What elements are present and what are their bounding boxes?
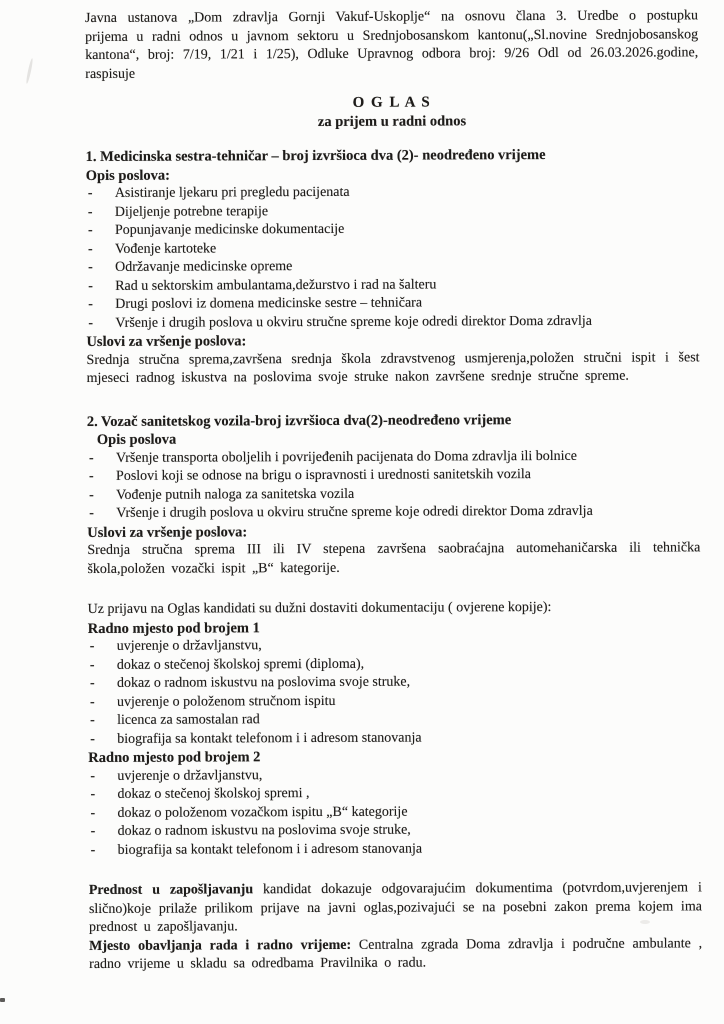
closing-section xyxy=(89,879,702,974)
document-content xyxy=(85,7,702,974)
dash-bullet: - xyxy=(88,241,93,257)
section-1-uslovi-text: Srednja stručna sprema,završena srednja škola zdravstvenog usmjerenja,položen stručni ispit i šest mjeseci radnog iskustva na poslovima svoje struke nakon završene srednje stručne spreme. xyxy=(86,349,700,386)
prednost-lead: Prednost u zapošljavanju xyxy=(88,882,254,898)
dash-bullet: - xyxy=(87,185,93,201)
section-2-heading: 2. Vozač sanitetskog vozila-broj izvršioca dva(2)-neodređeno vrijeme xyxy=(86,411,512,430)
section-1 xyxy=(86,145,700,388)
dash-bullet: - xyxy=(90,805,96,821)
list-item-text: Popunjavanje medicinske dokumentacije xyxy=(114,221,345,238)
section-2-uslovi-label: Uslovi za vršenje poslova: xyxy=(87,523,248,541)
list-item-text: Vršenje i drugih poslova u okviru stručne spreme koje odredi direktor Doma zdravlja xyxy=(115,313,592,331)
list-item-text: Održavanje medicinske opreme xyxy=(115,259,293,275)
dash-bullet: - xyxy=(90,731,95,747)
document-subtitle: za prijem u radni odnos xyxy=(317,113,467,130)
dash-bullet: - xyxy=(90,786,96,802)
list-item-text: dokaz o radnom iskustvu na poslovima svoje struke, xyxy=(116,674,411,691)
list-item-text: Vođenje putnih naloga za sanitetska vozila xyxy=(116,486,355,503)
dash-bullet: - xyxy=(88,259,93,275)
list-item-text: Vođenje kartoteke xyxy=(115,240,217,257)
list-item-text: dokaz o radnom iskustvu na poslovima svoje struke, xyxy=(117,822,411,839)
list-item-text: uvjerenje o položenom stručnom ispitu xyxy=(116,693,336,710)
section-1-uslovi-label: Uslovi za vršenje poslova: xyxy=(86,333,247,350)
mjesto-paragraph xyxy=(89,935,702,975)
list-item-text: uvjerenje o državljanstvu, xyxy=(116,638,262,654)
dash-bullet: - xyxy=(89,675,95,691)
list-item-text: Drugi poslovi iz domena medicinske sestre – tehničara xyxy=(115,295,423,312)
document-title: O G L A S xyxy=(352,94,432,111)
intro-paragraph: Javna ustanova „Dom zdravlja Gornji Vakuf-Uskoplje“ na osnovu člana 3. Uredbe o postupku prijema u radni odnos u javnom sektoru u Srednjobosanskom kantonu(„Sl.novine Srednjobosanskog kantona“, broj: 7/19, 1/21 i 1/25), Odluke Upravnog odbora broj: 9/26 Odl od 26.03.2026.godine, raspisuje xyxy=(85,8,699,82)
dash-bullet: - xyxy=(89,694,95,710)
list-item-text: Vršenje transporta oboljelih i povrijeđenih pacijenata do Doma zdravlja ili bolnice xyxy=(115,448,577,466)
scan-artifact xyxy=(25,58,33,84)
section-1-opis-label: Opis poslova: xyxy=(85,167,170,184)
mjesto-lead: Mjesto obavljanja rada i radno vrijeme: xyxy=(89,937,352,954)
dash-bullet: - xyxy=(90,842,96,858)
list-item-text: biografija sa kontakt telefonom i i adresom stanovanja xyxy=(117,730,422,747)
list-item-text: Asistiranje ljekaru pri pregledu pacijenata xyxy=(114,184,350,201)
dash-bullet: - xyxy=(90,712,95,728)
dash-bullet: - xyxy=(88,278,93,294)
dash-bullet: - xyxy=(87,204,93,220)
dash-bullet: - xyxy=(89,505,94,521)
title-block xyxy=(85,92,698,132)
list-item-text: uvjerenje o državljanstvu, xyxy=(117,767,263,784)
dash-bullet: - xyxy=(89,487,94,503)
dash-bullet: - xyxy=(88,315,94,331)
list-item-text: dokaz o položenom vozačkom ispitu „B“ kategorije xyxy=(117,804,408,821)
dash-bullet: - xyxy=(89,657,95,673)
prednost-text: kandidat dokazuje odgovarajućim dokumentima (potvrdom,uvjerenjem i slično)koje prilaže prilikom prijave na javni oglas,pozivajući se na posebni zakon prema kojem ima prednost u zapošljavanju. xyxy=(88,880,702,935)
documents-intro: Uz prijavu na Oglas kandidati su dužni dostaviti dokumentaciju ( ovjerene kopije): xyxy=(87,599,552,617)
dash-bullet: - xyxy=(89,468,94,484)
scan-artifact xyxy=(0,998,5,1002)
section-2-duties-list xyxy=(87,447,700,524)
job-2-docs-list xyxy=(88,765,701,860)
dash-bullet: - xyxy=(88,296,93,312)
dash-bullet: - xyxy=(90,768,96,784)
section-2-opis-label: Opis poslova xyxy=(96,431,177,448)
dash-bullet: - xyxy=(87,222,93,238)
list-item-text: licenca za samostalan rad xyxy=(117,712,260,728)
dash-bullet: - xyxy=(88,450,94,466)
list-item-text: dokaz o stečenoj školskoj spremi (diploma), xyxy=(116,656,365,673)
section-1-duties-list xyxy=(86,182,700,333)
job-1-docs-label: Radno mjesto pod brojem 1 xyxy=(87,619,260,637)
list-item-text: Poslovi koji se odnose na brigu o ispravnosti i urednosti sanitetskih vozila xyxy=(116,467,531,484)
section-2 xyxy=(87,410,701,579)
list-item-text: Dijeljenje potrebne terapije xyxy=(114,203,269,220)
list-item xyxy=(89,839,702,860)
list-item-text: dokaz o stečenoj školskoj spremi , xyxy=(117,786,310,802)
list-item-text: biografija sa kontakt telefonom i i adresom stanovanja xyxy=(117,841,423,858)
job-2-docs-label: Radno mjesto pod brojem 2 xyxy=(88,749,261,766)
documents-section xyxy=(88,598,702,860)
section-1-heading: 1. Medicinska sestra-tehničar – broj izvršioca dva (2)- neodređeno vrijeme xyxy=(85,146,546,165)
list-item-text: Rad u sektorskim ambulantama,dežurstvo i rad na šalteru xyxy=(115,276,437,294)
list-item-text: Vršenje i drugih poslova u okviru stručne spreme koje odredi direktor Doma zdravlja xyxy=(116,503,593,521)
dash-bullet: - xyxy=(89,638,95,654)
prednost-paragraph xyxy=(89,879,702,937)
dash-bullet: - xyxy=(90,823,96,839)
mjesto-text: Centralna zgrada Doma zdravlja i područne ambulante , radno vrijeme u skladu sa odredbama Pravilnika o radu. xyxy=(89,935,703,972)
job-1-docs-list xyxy=(88,635,701,749)
section-2-uslovi-text: Srednja stručna sprema III ili IV stepena završena saobraćajna automehaničarska ili tehnička škola,položen vozački ispit „B“ kategorije. xyxy=(87,540,701,577)
